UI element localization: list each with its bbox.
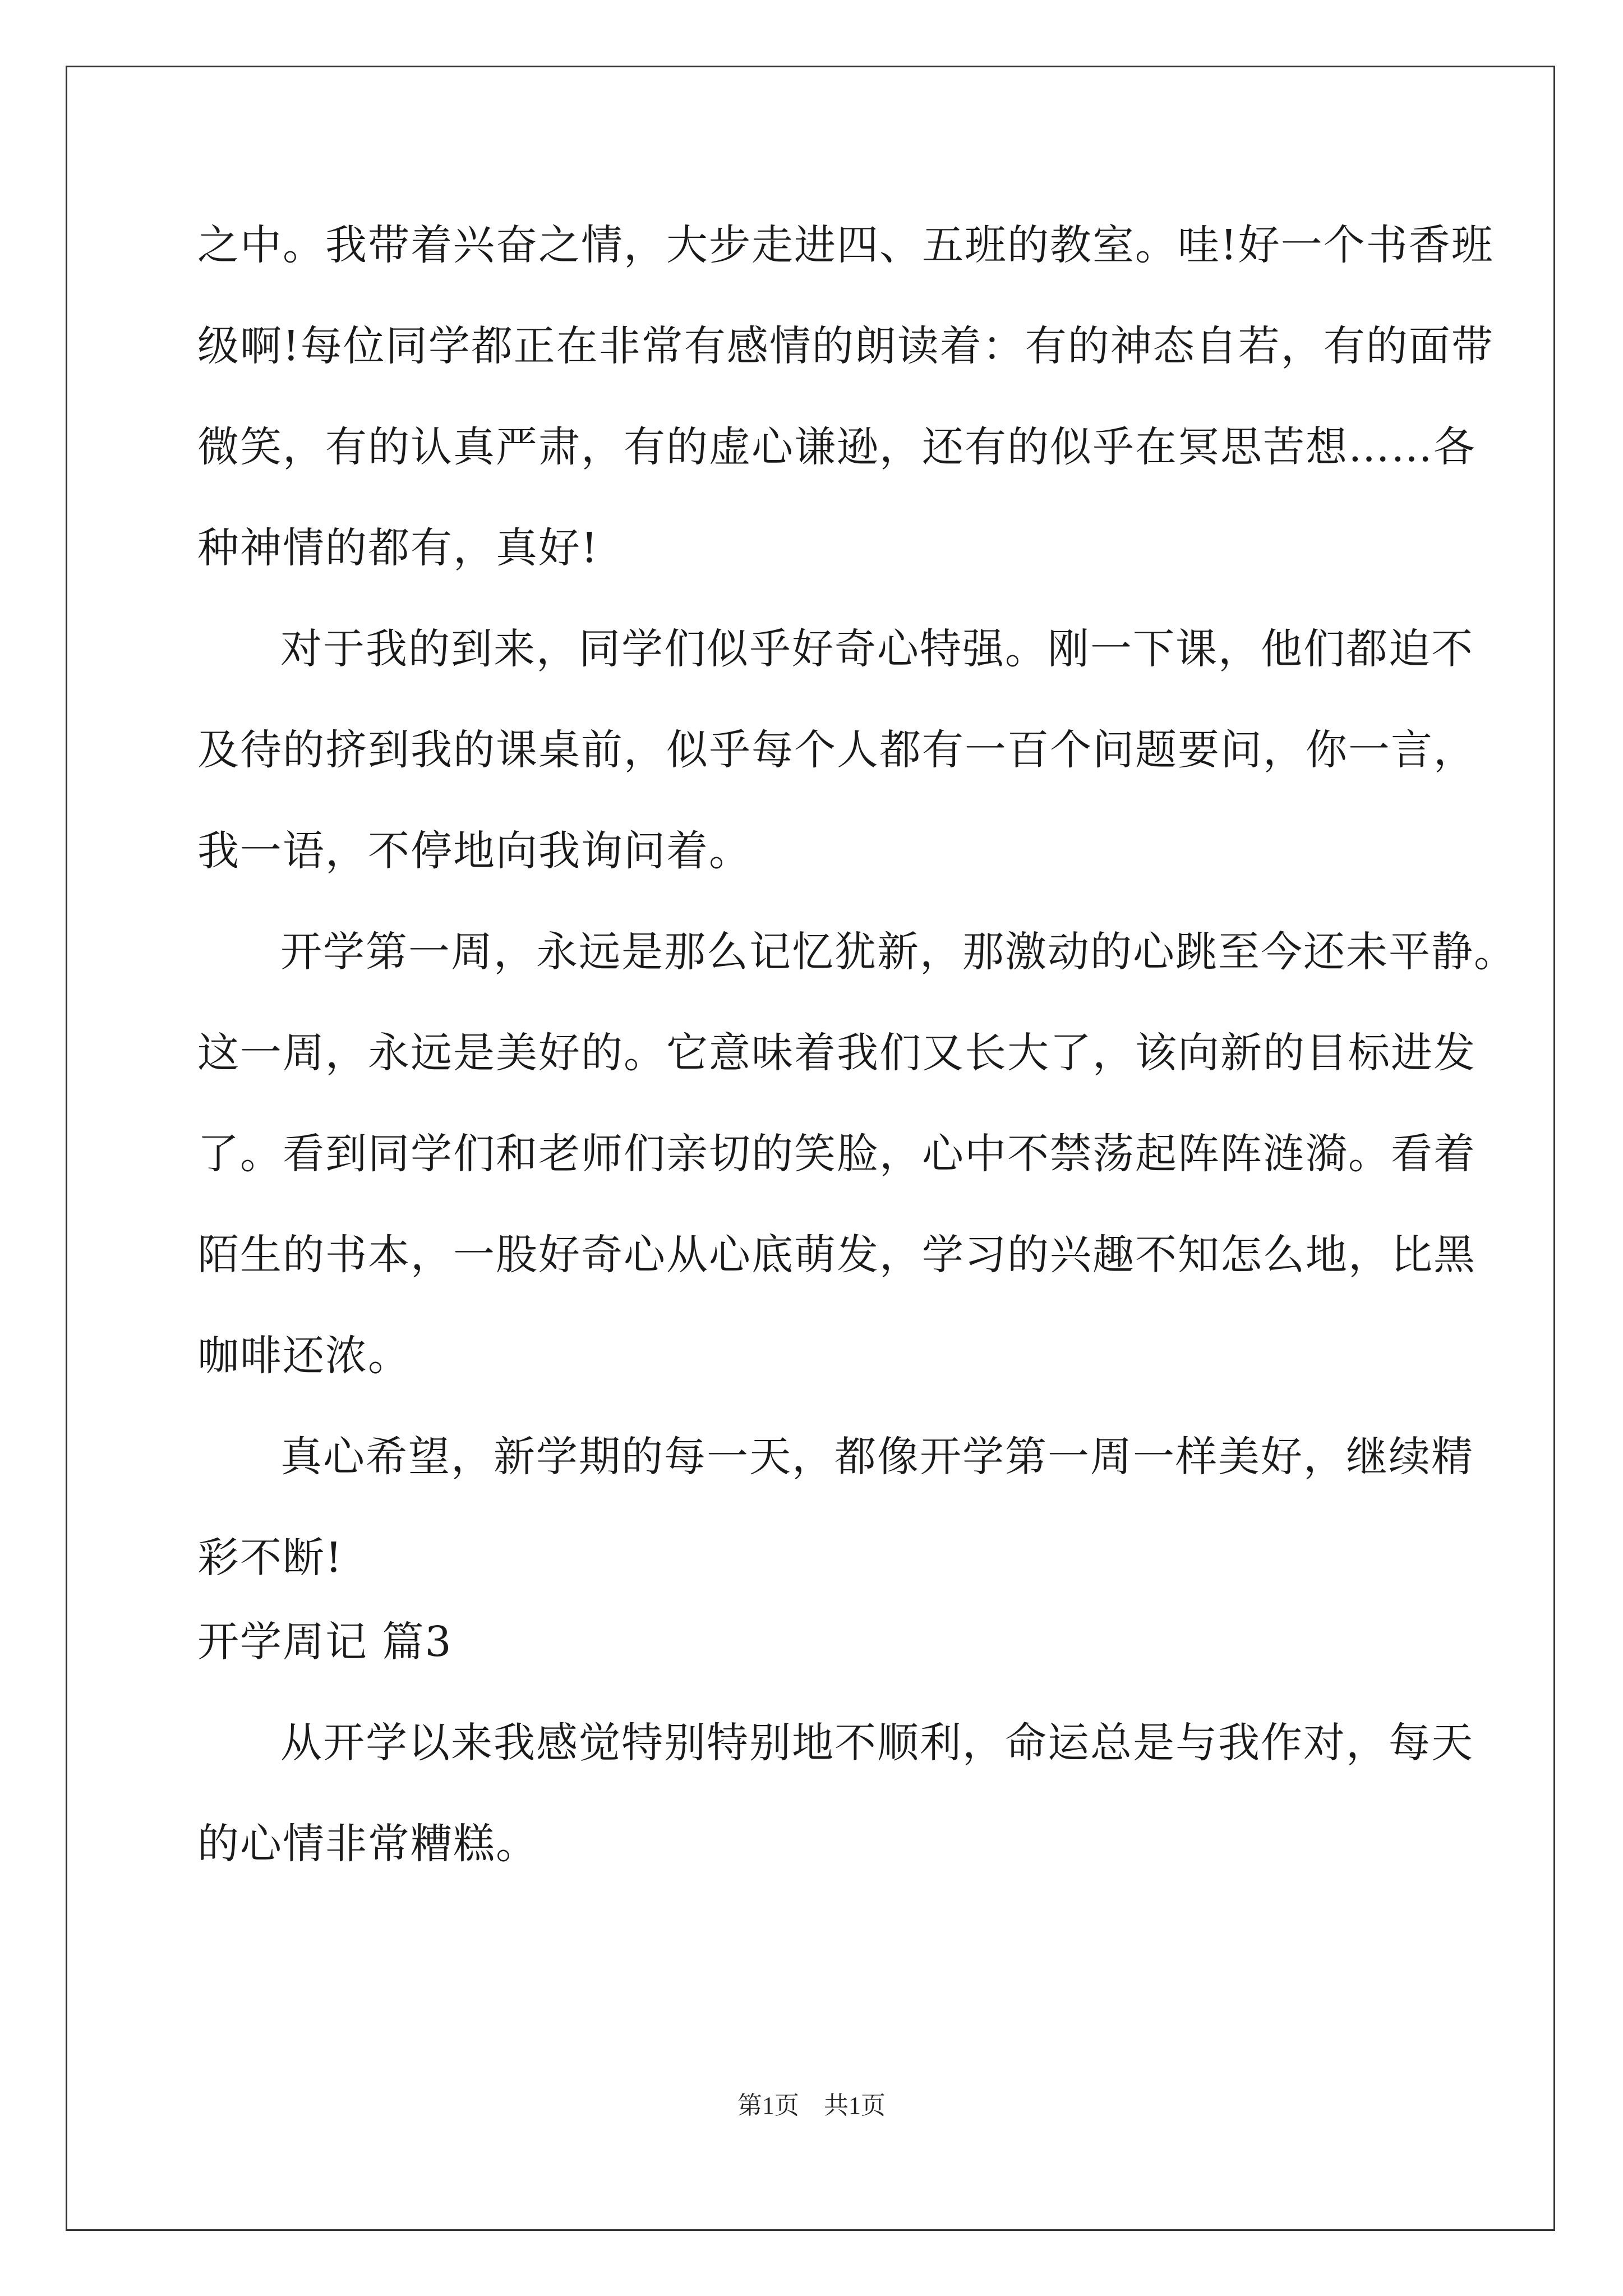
text-line: 我一语，不停地向我询问着。	[197, 827, 751, 875]
text-line: 这一周，永远是美好的。它意味着我们又长大了，该向新的目标进发	[197, 1029, 1476, 1077]
text-line: 微笑，有的认真严肃，有的虚心谦逊，还有的似乎在冥思苦想……各	[197, 423, 1476, 471]
paragraph-first-line: 从开学以来我感觉特别特别地不顺利，命运总是与我作对，每天	[280, 1719, 1474, 1767]
paragraph-first-line: 开学第一周，永远是那么记忆犹新，那激动的心跳至今还未平静。	[280, 928, 1516, 976]
page-total: 共1页	[824, 2092, 886, 2119]
section-heading: 开学周记 篇3	[197, 1618, 453, 1666]
text-line: 及待的挤到我的课桌前，似乎每个人都有一百个问题要问，你一言，	[197, 726, 1476, 774]
text-line: 之中。我带着兴奋之情，大步走进四、五班的教室。哇!好一个书香班	[197, 221, 1494, 269]
page-footer	[0, 2090, 1623, 2122]
page-number: 第1页	[737, 2092, 799, 2119]
text-line: 咖啡还浓。	[197, 1332, 411, 1380]
text-line: 彩不断!	[197, 1534, 343, 1582]
paragraph-first-line: 真心希望，新学期的每一天，都像开学第一周一样美好，继续精	[280, 1433, 1474, 1481]
text-line: 的心情非常糟糕。	[197, 1820, 538, 1868]
text-line: 种神情的都有，真好!	[197, 524, 599, 572]
text-line: 陌生的书本，一股好奇心从心底萌发，学习的兴趣不知怎么地，比黑	[197, 1231, 1476, 1279]
paragraph-first-line: 对于我的到来，同学们似乎好奇心特强。刚一下课，他们都迫不	[280, 625, 1474, 673]
text-line: 级啊!每位同学都正在非常有感情的朗读着：有的神态自若，有的面带	[197, 322, 1494, 370]
text-line: 了。看到同学们和老师们亲切的笑脸，心中不禁荡起阵阵涟漪。看着	[197, 1130, 1476, 1178]
